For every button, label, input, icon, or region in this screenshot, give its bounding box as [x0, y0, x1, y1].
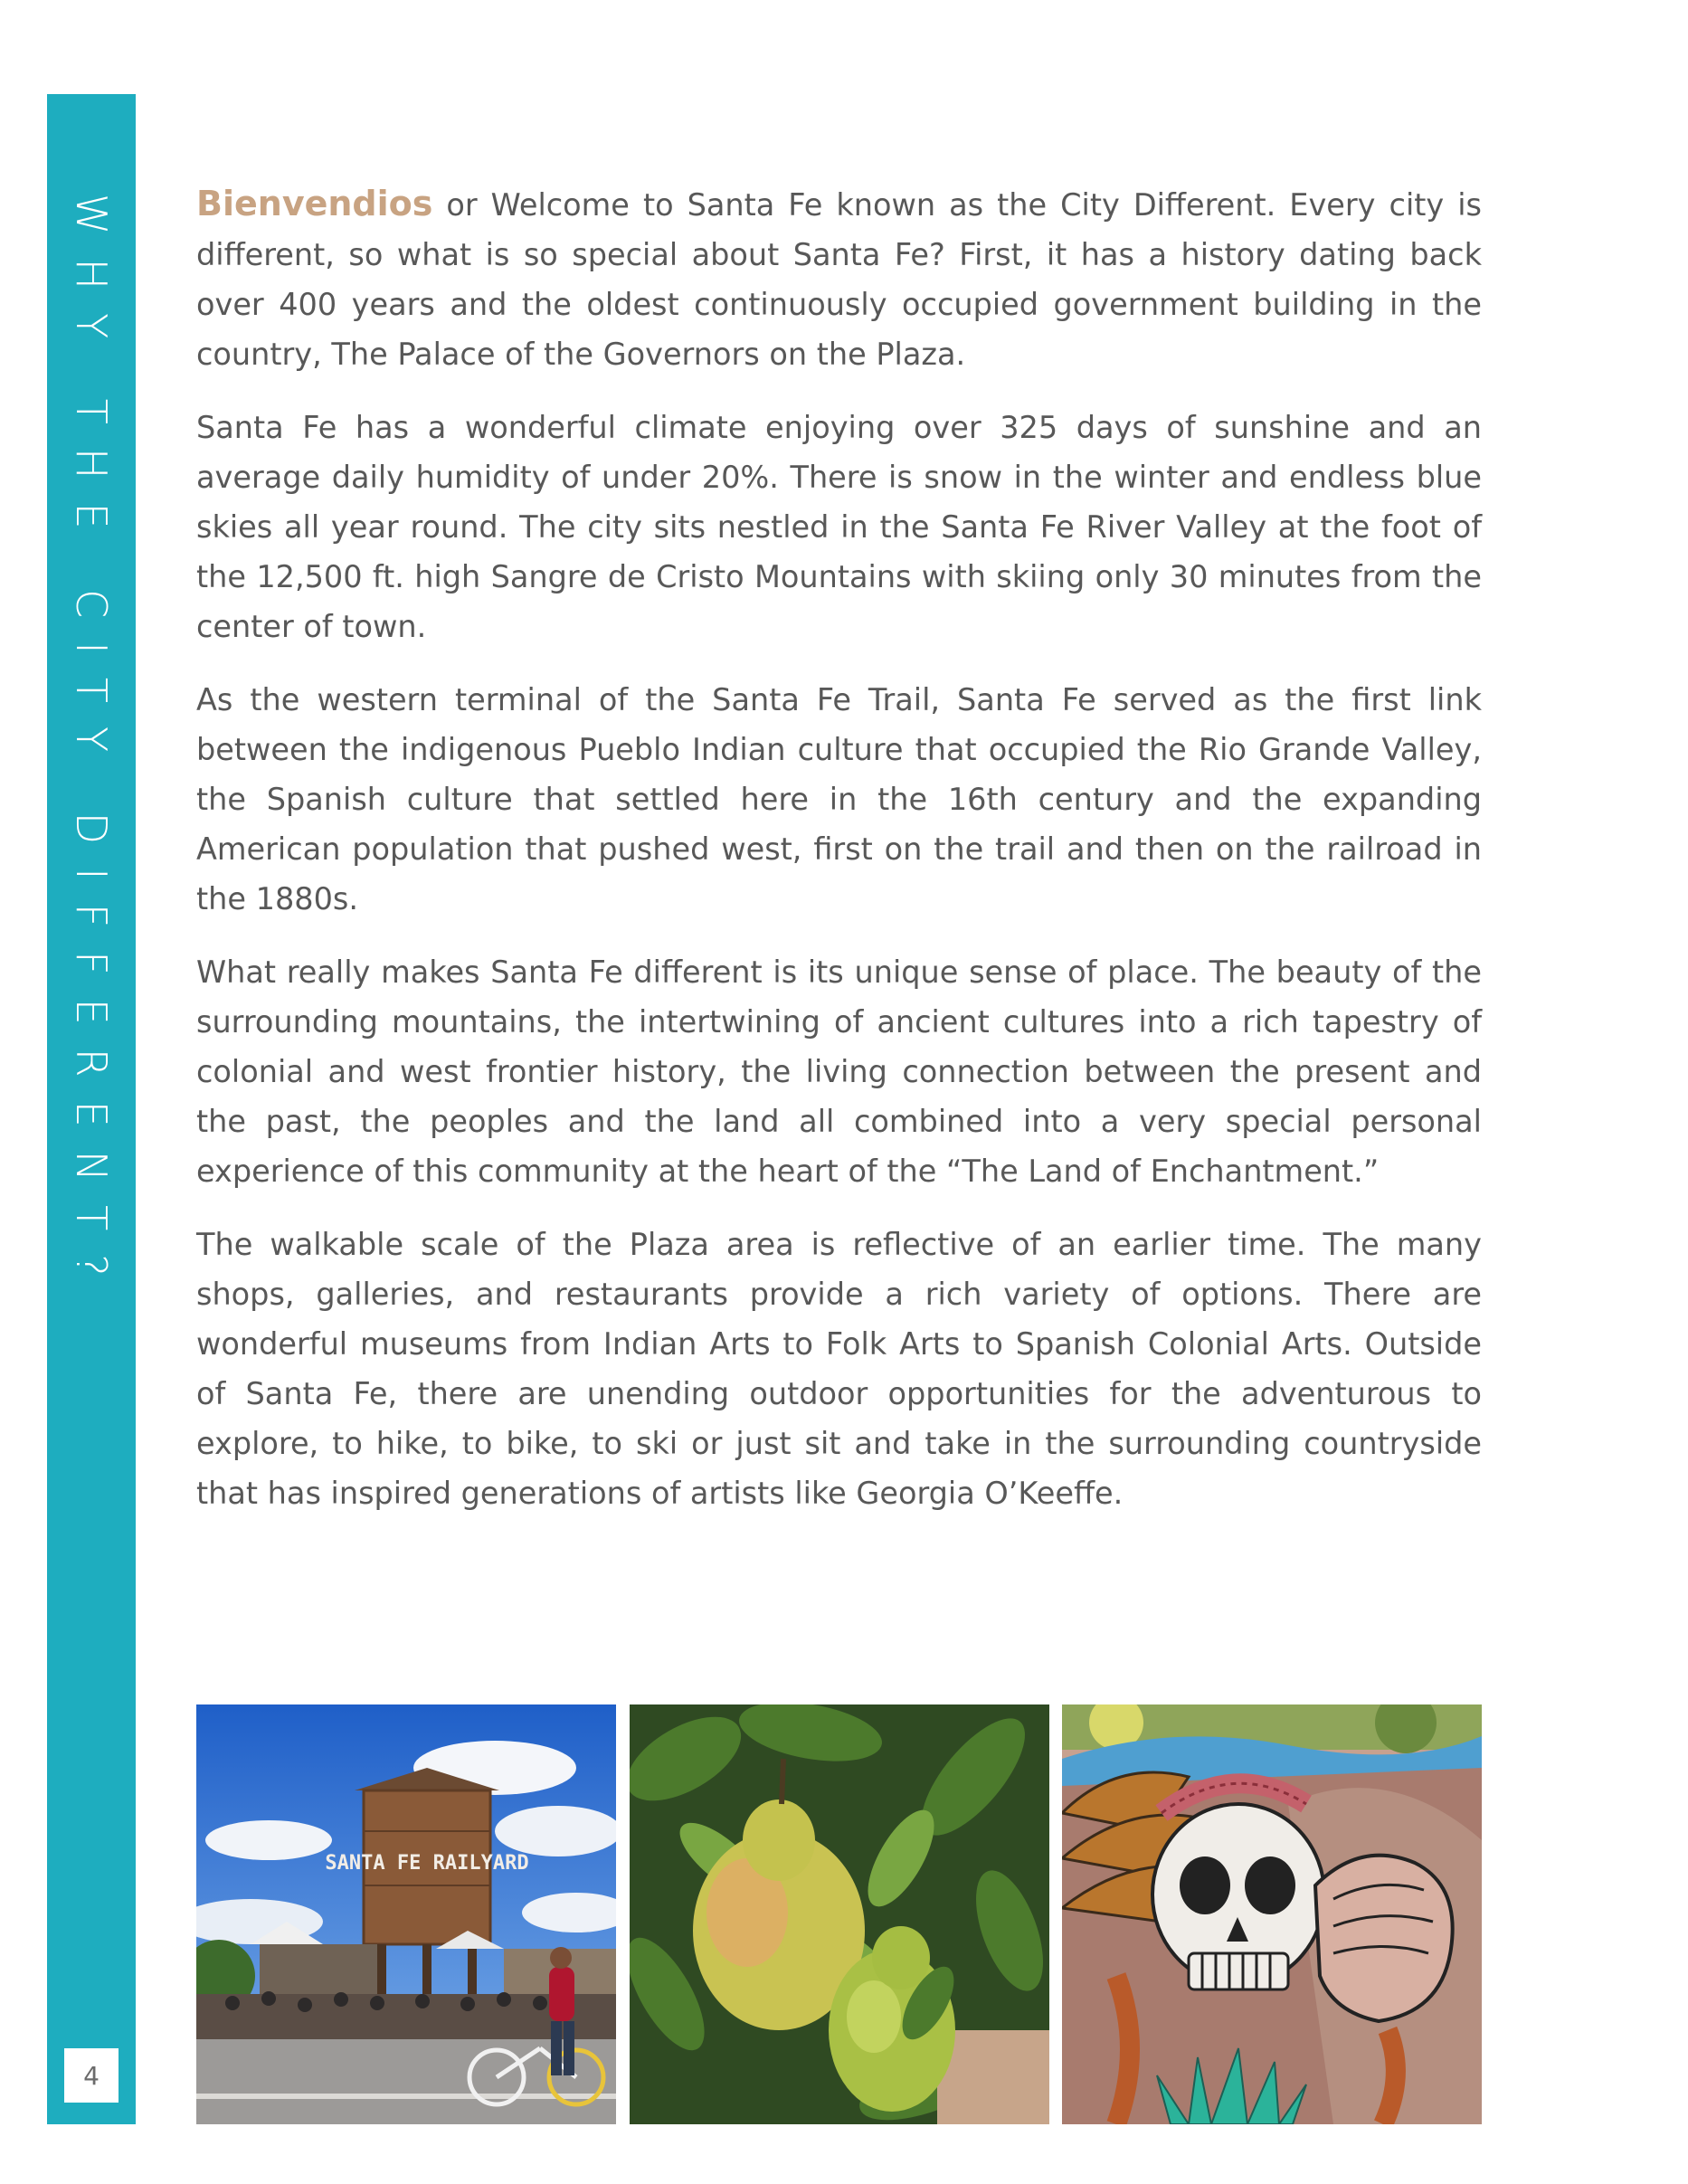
intro-text: or Welcome to Santa Fe known as the City Different. Every city is different, so what is so special about Santa Fe? First, it has a history dating back over 400 years and the oldest continuously occupied government building in the country, The Palace of the Governors on the Plaza.	[196, 187, 1482, 372]
mural-illustration	[1062, 1704, 1482, 2124]
sidebar-title: WHY THE CITY DIFFERENT?	[67, 194, 116, 1300]
paragraph-sense-of-place: What really makes Santa Fe different is its unique sense of place. The beauty of the surrounding mountains, the intertwining of ancient cultures into a rich tapestry of colonial and west frontier history, the living connection between the present and the past, the peoples and the land all combined into a very special personal experience of this community at the heart of the “The Land of Enchantment.”	[196, 954, 1482, 1189]
sidebar	[47, 94, 136, 2124]
railyard-illustration	[196, 1704, 616, 2124]
mural-photo	[1062, 1704, 1482, 2124]
page-number: 4	[64, 2048, 119, 2103]
paragraph-climate: Santa Fe has a wonderful climate enjoying over 325 days of sunshine and an average daily humidity of under 20%. There is snow in the winter and endless blue skies all year round. The city sits nestled in the Santa Fe River Valley at the foot of the 12,500 ft. high Sangre de Cristo Mountains with skiing only 30 minutes from the center of town.	[196, 410, 1482, 644]
photo-strip	[196, 1704, 1482, 2124]
lead-word: Bienvendios	[196, 184, 433, 223]
intro-paragraph	[196, 179, 1482, 379]
main-content	[196, 179, 1482, 1542]
pears-illustration	[630, 1704, 1049, 2124]
railyard-sign-text: SANTA FE RAILYARD	[325, 1852, 529, 1875]
railyard-photo	[196, 1704, 616, 2124]
paragraph-plaza: The walkable scale of the Plaza area is reflective of an earlier time. The many shops, galleries, and restaurants provide a rich variety of options. There are wonderful museums from Indian Arts to Folk Arts to Spanish Colonial Arts. Outside of Santa Fe, there are unending outdoor opportunities for the adventurous to explore, to hike, to bike, to ski or just sit and take in the surrounding countryside that has inspired generations of artists like Georgia O’Keeffe.	[196, 1227, 1482, 1511]
paragraph-history: As the western terminal of the Santa Fe Trail, Santa Fe served as the first link between the indigenous Pueblo Indian culture that occupied the Rio Grande Valley, the Spanish culture that settled here in the 16th century and the expanding American population that pushed west, first on the trail and then on the railroad in the 1880s.	[196, 682, 1482, 916]
pears-photo	[630, 1704, 1049, 2124]
